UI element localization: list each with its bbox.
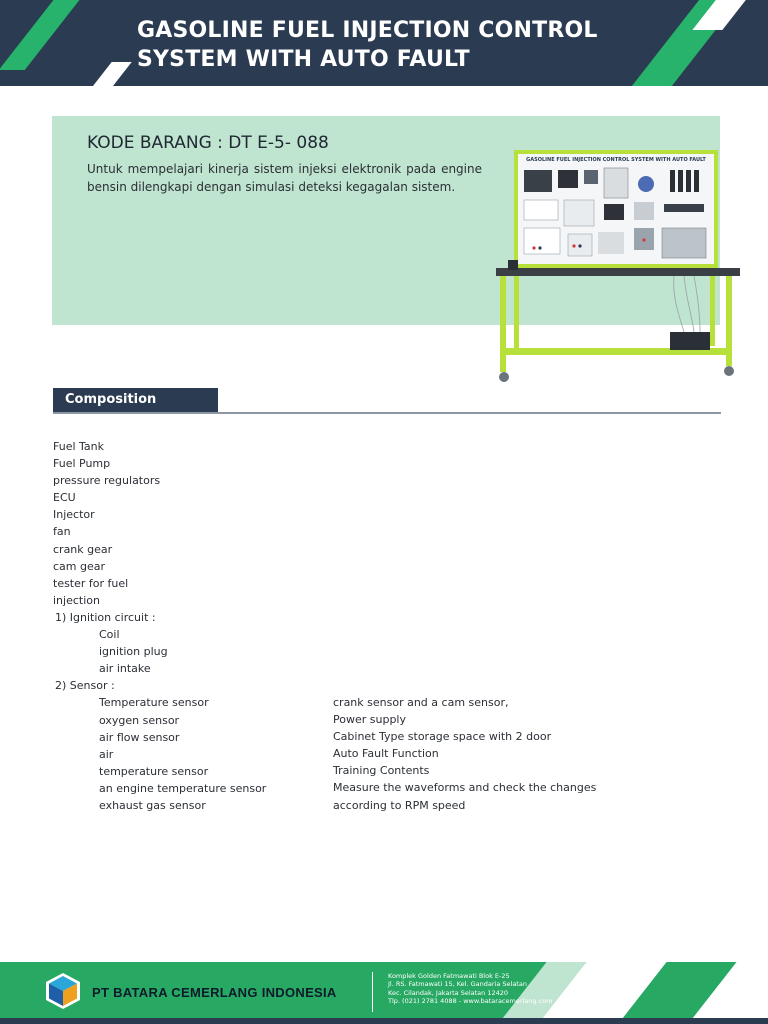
component-block [664,204,704,212]
composition-item: Measure the waveforms and check the changes [333,781,597,795]
power-box [670,332,710,350]
table-leg [500,276,506,372]
composition-item: tester for fuel [53,576,129,590]
component-coil [686,170,691,192]
product-description: Untuk mempelajari kinerja sistem injeksi elektronik pada engine bensin dilengkapi dengan simulasi deteksi kegagalan sistem. [87,162,482,194]
terminal-dot [532,246,535,249]
page-header [0,0,768,86]
product-image [494,148,744,384]
composition-list-right [333,694,596,814]
page-title-line2: SYSTEM WITH AUTO FAULT [137,47,470,72]
company-logo-icon [44,972,82,1010]
header-stripe-decoration [88,62,131,86]
terminal-dot [572,244,575,247]
footer-base-stripe [0,1018,768,1024]
composition-item: according to RPM speed [333,798,466,812]
composition-item: Cabinet Type storage space with 2 door [333,730,552,744]
component-coil [678,170,683,192]
company-name: PT BATARA CEMERLANG INDONESIA [92,985,337,1000]
composition-item: crank gear [53,542,113,556]
composition-item: Injector [53,508,95,522]
product-code: KODE BARANG : DT E-5- 088 [87,133,329,153]
composition-item: ignition plug [99,645,168,659]
component-ecu [604,204,624,220]
composition-item: crank sensor and a cam sensor, [333,696,509,709]
composition-item: cam gear [53,559,106,573]
composition-item: 1) Ignition circuit : [55,610,156,624]
composition-item: an engine temperature sensor [99,781,267,795]
wheel [499,372,509,382]
component-coil [670,170,675,192]
composition-list-left [53,438,266,814]
component-block [564,200,594,226]
board-title: GASOLINE FUEL INJECTION CONTROL SYSTEM WITH AUTO FAULT [526,157,706,163]
component-block [584,170,598,184]
composition-item: temperature sensor [99,764,209,778]
composition-item: fan [53,525,71,539]
component-block [634,202,654,220]
page-title [137,16,637,74]
composition-item: Training Contents [333,764,430,778]
composition-item: oxygen sensor [99,713,180,727]
terminal-dot [578,244,581,247]
component-block [598,232,624,254]
composition-item: air flow sensor [99,730,180,744]
address-line: Komplek Golden Fatmawati Blok E-25 [388,972,510,980]
composition-item: Fuel Tank [53,440,104,453]
composition-item: Fuel Pump [53,457,111,471]
address-line: Kec. Cilandak, Jakarta Selatan 12420 [388,988,509,997]
composition-item: Power supply [333,713,406,727]
composition-divider [53,412,721,414]
cable [694,276,700,332]
component-coil [694,170,699,192]
page-title-line1: GASOLINE FUEL INJECTION CONTROL [137,18,598,43]
composition-item: air intake [99,662,151,676]
composition-item: Temperature sensor [99,696,209,710]
table-leg [710,276,715,346]
table-leg [514,276,519,354]
address-line: Jl. RS. Fatmawati 15, Kel. Gandaria Selatan [388,980,527,989]
composition-item: exhaust gas sensor [99,798,206,812]
address-line: Tlp. (021) 2781 4088 - www.bataracemerlang.com [388,997,553,1006]
terminal-dot [642,238,645,241]
component-engine [662,228,706,258]
composition-item: Auto Fault Function [333,747,439,761]
component-block [558,170,578,188]
composition-item: pressure regulators [53,474,161,488]
table-top [496,268,740,276]
company-address [388,972,552,1006]
terminal-dot [538,246,541,249]
wheel [724,366,734,376]
cable [684,276,694,332]
table-box [508,260,518,270]
component-block [524,228,560,254]
component-regulator [638,176,654,192]
composition-item: Coil [99,628,120,642]
component-block [604,168,628,198]
composition-item: ECU [53,491,76,505]
cable [674,276,684,332]
composition-heading: Composition [65,392,157,407]
component-block [524,170,552,192]
header-stripe-decoration [0,0,87,70]
component-block [524,200,558,220]
composition-item: air [99,747,114,761]
composition-item: 2) Sensor : [55,679,115,693]
footer-divider [372,972,373,1012]
composition-item: injection [53,593,100,607]
